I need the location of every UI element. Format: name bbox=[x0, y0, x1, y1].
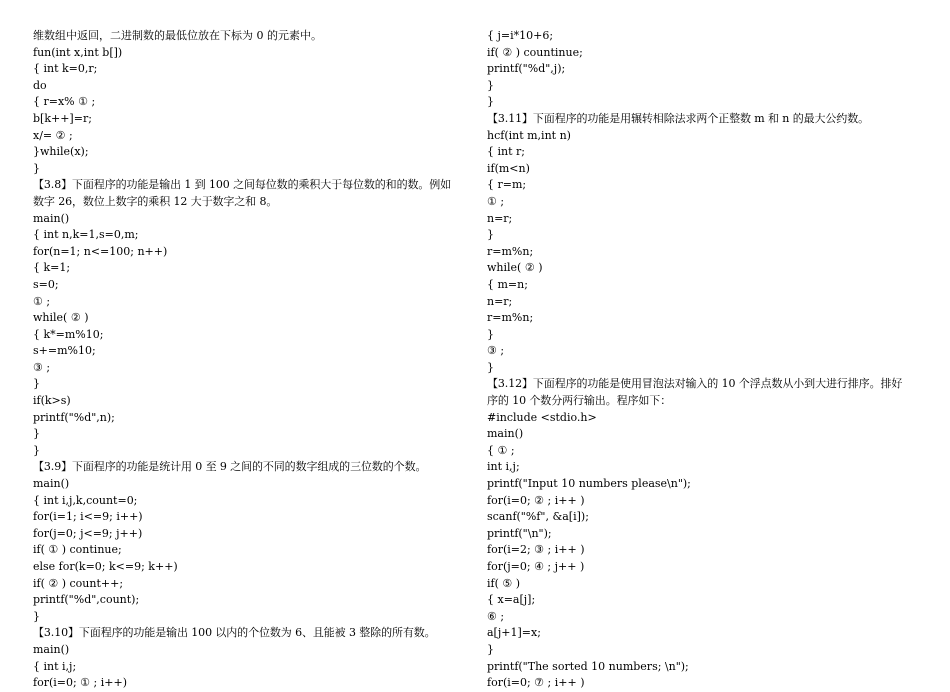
code-line: n=r; bbox=[487, 211, 513, 225]
code-line: main() bbox=[33, 642, 70, 656]
right-text-column bbox=[487, 28, 937, 692]
code-line: } bbox=[487, 360, 494, 374]
code-line: } bbox=[487, 327, 494, 341]
code-line: { r=m; bbox=[487, 178, 527, 192]
code-line: a[j+1]=x; bbox=[487, 626, 541, 640]
code-line: if(k>s) bbox=[33, 394, 71, 408]
code-line: for(i=0; ① ; i++) bbox=[33, 676, 127, 690]
code-line: 维数组中返回，二进制数的最低位放在下标为 0 的元素中。 bbox=[33, 29, 322, 42]
question-text-line: 数字 26，数位上数字的乘积 12 大于数字之和 8。 bbox=[33, 194, 278, 208]
code-line: for(j=0; j<=9; j++) bbox=[33, 526, 143, 540]
code-line: if( ② ) count++; bbox=[33, 576, 124, 590]
code-line: for(i=0; ⑦ ; i++ ) bbox=[487, 676, 585, 690]
code-line: { int n,k=1,s=0,m; bbox=[33, 228, 139, 242]
code-line: #include <stdio.h> bbox=[487, 410, 597, 424]
code-line: if( ① ) continue; bbox=[33, 543, 122, 557]
code-line: x/= ② ; bbox=[33, 128, 73, 142]
code-line: for(i=2; ③ ; i++ ) bbox=[487, 543, 585, 557]
code-line: int i,j; bbox=[487, 460, 520, 474]
question-text-line: 【3.11】下面程序的功能是用辗转相除法求两个正整数 m 和 n 的最大公约数。 bbox=[487, 111, 869, 125]
code-line: r=m%n; bbox=[487, 311, 534, 325]
code-line: { int i,j,k,count=0; bbox=[33, 493, 138, 507]
code-line: while( ② ) bbox=[33, 311, 89, 325]
code-line: { k=1; bbox=[33, 261, 71, 275]
question-text-line: 【3.9】下面程序的功能是统计用 0 至 9 之间的不同的数字组成的三位数的个数。 bbox=[33, 460, 427, 474]
code-line: for(n=1; n<=100; n++) bbox=[33, 244, 168, 258]
code-line: ③ ; bbox=[487, 344, 505, 358]
code-line: { x=a[j]; bbox=[487, 593, 536, 607]
code-line: { j=i*10+6; bbox=[487, 29, 554, 42]
code-line: main() bbox=[33, 477, 70, 491]
code-line: { r=x% ① ; bbox=[33, 95, 96, 109]
code-line: r=m%n; bbox=[487, 244, 534, 258]
code-line: else for(k=0; k<=9; k++) bbox=[33, 560, 178, 573]
code-line: if(m<n) bbox=[487, 161, 530, 175]
code-line: { k*=m%10; bbox=[33, 327, 104, 341]
code-line: while( ② ) bbox=[487, 261, 543, 275]
code-line: printf("\n"); bbox=[487, 526, 552, 540]
code-line: main() bbox=[33, 211, 70, 225]
code-line: n=r; bbox=[487, 294, 513, 308]
code-line: { int i,j; bbox=[33, 659, 77, 673]
code-line: hcf(int m,int n) bbox=[487, 128, 571, 142]
code-line: ① ; bbox=[487, 194, 505, 208]
code-line: ③ ; bbox=[33, 360, 51, 374]
code-line: printf("%d",n); bbox=[33, 410, 115, 424]
code-line: for(j=0; ④ ; j++ ) bbox=[487, 560, 585, 573]
code-line: for(i=0; ② ; i++ ) bbox=[487, 493, 585, 507]
left-text-column bbox=[33, 28, 473, 692]
code-line: } bbox=[33, 377, 40, 391]
code-line: main() bbox=[487, 427, 524, 441]
code-line: } bbox=[33, 427, 40, 441]
code-line: } bbox=[487, 95, 494, 109]
code-line: { int r; bbox=[487, 145, 525, 159]
code-line: } bbox=[487, 78, 494, 92]
code-line: printf("The sorted 10 numbers; \n"); bbox=[487, 659, 689, 673]
code-line: { int k=0,r; bbox=[33, 62, 98, 76]
code-line: } bbox=[487, 228, 494, 242]
question-text-line: 【3.12】下面程序的功能是使用冒泡法对输入的 10 个浮点数从小到大进行排序。排好 bbox=[487, 377, 903, 391]
question-text-line: 【3.10】下面程序的功能是输出 100 以内的个位数为 6、且能被 3 整除的所有数。 bbox=[33, 626, 436, 640]
code-line: } bbox=[487, 642, 494, 656]
code-line: scanf("%f", &a[i]); bbox=[487, 510, 589, 524]
code-line: printf("%d",j); bbox=[487, 62, 566, 76]
code-line: b[k++]=r; bbox=[33, 111, 92, 125]
code-line: { m=n; bbox=[487, 277, 528, 291]
code-line: printf("Input 10 numbers please\n"); bbox=[487, 477, 691, 491]
code-line: s+=m%10; bbox=[33, 344, 96, 358]
code-line: ⑥ ; bbox=[487, 609, 505, 623]
question-text-line: 【3.8】下面程序的功能是输出 1 到 100 之间每位数的乘积大于每位数的和的数。例如 bbox=[33, 178, 452, 192]
question-text-line: 序的 10 个数分两行输出。程序如下： bbox=[487, 394, 672, 408]
code-line: if( ⑤ ) bbox=[487, 576, 521, 590]
code-line: }while(x); bbox=[33, 145, 89, 159]
code-line: printf("%d",count); bbox=[33, 593, 140, 607]
code-line: do bbox=[33, 78, 47, 92]
code-line: } bbox=[33, 609, 40, 623]
code-line: } bbox=[33, 443, 40, 457]
code-line: ① ; bbox=[33, 294, 51, 308]
code-line: { ① ; bbox=[487, 443, 515, 457]
code-line: for(i=1; i<=9; i++) bbox=[33, 510, 143, 524]
code-line: fun(int x,int b[]) bbox=[33, 45, 123, 59]
code-line: } bbox=[33, 161, 40, 175]
code-line: if( ② ) countinue; bbox=[487, 45, 583, 59]
code-line: s=0; bbox=[33, 277, 59, 291]
